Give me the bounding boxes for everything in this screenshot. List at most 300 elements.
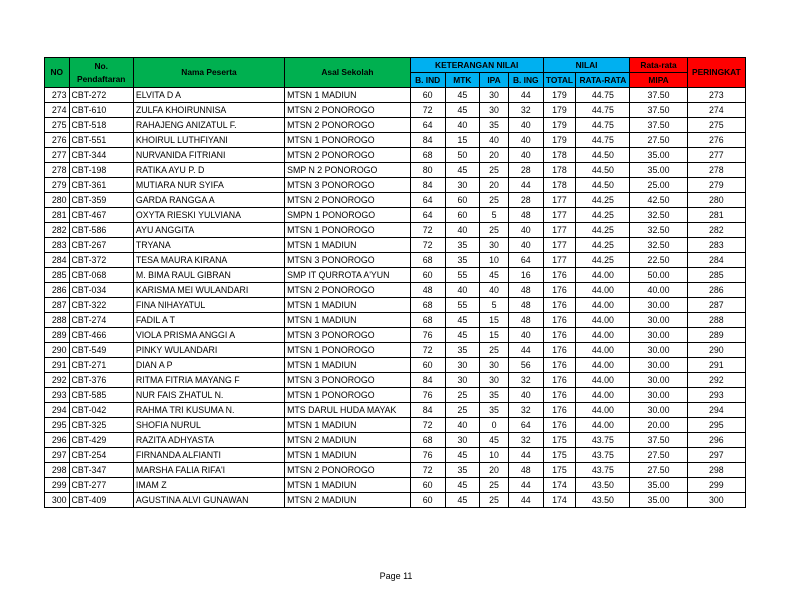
- cell-nama-peserta: GARDA RANGGA A: [133, 193, 284, 208]
- cell-peringkat: 287: [687, 298, 745, 313]
- cell-nama-peserta: TRYANA: [133, 238, 284, 253]
- cell-no: 289: [45, 328, 70, 343]
- cell-mtk: 15: [445, 133, 480, 148]
- cell-ipa: 25: [480, 163, 509, 178]
- table-row: [45, 103, 746, 118]
- cell-ipa: 20: [480, 148, 509, 163]
- cell-peringkat: 292: [687, 373, 745, 388]
- cell-b-ind: 68: [410, 313, 445, 328]
- cell-rata-rata-mipa: 37.50: [630, 433, 687, 448]
- cell-no-pendaftaran: CBT-551: [69, 133, 133, 148]
- cell-b-ing: 44: [508, 88, 543, 103]
- cell-asal-sekolah: SMP N 2 PONOROGO: [285, 163, 411, 178]
- cell-nama-peserta: ZULFA KHOIRUNNISA: [133, 103, 284, 118]
- cell-no: 282: [45, 223, 70, 238]
- cell-mtk: 40: [445, 283, 480, 298]
- cell-rata-rata: 43.75: [576, 463, 630, 478]
- cell-peringkat: 284: [687, 253, 745, 268]
- cell-total: 178: [543, 163, 576, 178]
- cell-no: 275: [45, 118, 70, 133]
- cell-rata-rata: 44.25: [576, 223, 630, 238]
- cell-ipa: 30: [480, 358, 509, 373]
- cell-b-ing: 32: [508, 103, 543, 118]
- table-row: [45, 493, 746, 508]
- cell-rata-rata: 44.50: [576, 148, 630, 163]
- table-row: [45, 238, 746, 253]
- cell-asal-sekolah: MTSN 2 PONOROGO: [285, 283, 411, 298]
- cell-no-pendaftaran: CBT-549: [69, 343, 133, 358]
- cell-asal-sekolah: MTSN 3 PONOROGO: [285, 373, 411, 388]
- cell-b-ing: 32: [508, 433, 543, 448]
- cell-b-ind: 72: [410, 418, 445, 433]
- cell-mtk: 40: [445, 418, 480, 433]
- cell-total: 176: [543, 298, 576, 313]
- cell-no-pendaftaran: CBT-277: [69, 478, 133, 493]
- cell-mtk: 35: [445, 463, 480, 478]
- cell-nama-peserta: MUTIARA NUR SYIFA: [133, 178, 284, 193]
- cell-total: 176: [543, 373, 576, 388]
- cell-rata-rata: 44.00: [576, 268, 630, 283]
- cell-no-pendaftaran: CBT-322: [69, 298, 133, 313]
- cell-no-pendaftaran: CBT-254: [69, 448, 133, 463]
- cell-no: 293: [45, 388, 70, 403]
- cell-no-pendaftaran: CBT-271: [69, 358, 133, 373]
- cell-ipa: 30: [480, 238, 509, 253]
- cell-no-pendaftaran: CBT-361: [69, 178, 133, 193]
- cell-no-pendaftaran: CBT-359: [69, 193, 133, 208]
- cell-mtk: 25: [445, 403, 480, 418]
- cell-rata-rata-mipa: 50.00: [630, 268, 687, 283]
- cell-peringkat: 298: [687, 463, 745, 478]
- table-row: [45, 298, 746, 313]
- cell-ipa: 30: [480, 88, 509, 103]
- cell-no: 281: [45, 208, 70, 223]
- cell-peringkat: 300: [687, 493, 745, 508]
- cell-no-pendaftaran: CBT-325: [69, 418, 133, 433]
- cell-total: 179: [543, 103, 576, 118]
- cell-mtk: 45: [445, 493, 480, 508]
- cell-b-ing: 28: [508, 193, 543, 208]
- cell-b-ing: 40: [508, 118, 543, 133]
- cell-peringkat: 286: [687, 283, 745, 298]
- cell-asal-sekolah: MTS DARUL HUDA MAYAK: [285, 403, 411, 418]
- header-nama-peserta: Nama Peserta: [133, 58, 284, 88]
- cell-ipa: 10: [480, 253, 509, 268]
- cell-no: 283: [45, 238, 70, 253]
- cell-rata-rata: 44.75: [576, 118, 630, 133]
- cell-rata-rata: 43.75: [576, 433, 630, 448]
- cell-total: 174: [543, 478, 576, 493]
- table-row: [45, 133, 746, 148]
- cell-asal-sekolah: MTSN 1 MADIUN: [285, 298, 411, 313]
- cell-asal-sekolah: MTSN 2 PONOROGO: [285, 193, 411, 208]
- cell-no-pendaftaran: CBT-376: [69, 373, 133, 388]
- cell-peringkat: 274: [687, 103, 745, 118]
- table-row: [45, 253, 746, 268]
- cell-b-ing: 16: [508, 268, 543, 283]
- cell-asal-sekolah: MTSN 3 PONOROGO: [285, 328, 411, 343]
- cell-b-ing: 64: [508, 253, 543, 268]
- cell-rata-rata: 44.00: [576, 418, 630, 433]
- cell-mtk: 50: [445, 148, 480, 163]
- cell-rata-rata: 44.00: [576, 403, 630, 418]
- cell-nama-peserta: KHOIRUL LUTHFIYANI: [133, 133, 284, 148]
- header-total: TOTAL: [543, 73, 576, 88]
- cell-b-ing: 64: [508, 418, 543, 433]
- cell-total: 176: [543, 283, 576, 298]
- header-rata-rata-mipa-top: Rata-rata: [630, 58, 687, 73]
- cell-no-pendaftaran: CBT-585: [69, 388, 133, 403]
- cell-no-pendaftaran: CBT-344: [69, 148, 133, 163]
- cell-b-ing: 32: [508, 373, 543, 388]
- cell-ipa: 5: [480, 298, 509, 313]
- cell-nama-peserta: RAZITA ADHYASTA: [133, 433, 284, 448]
- cell-rata-rata-mipa: 27.50: [630, 448, 687, 463]
- cell-total: 176: [543, 388, 576, 403]
- cell-asal-sekolah: SMP IT QURROTA A'YUN: [285, 268, 411, 283]
- cell-total: 178: [543, 178, 576, 193]
- cell-asal-sekolah: MTSN 3 PONOROGO: [285, 253, 411, 268]
- header-no: NO: [45, 58, 70, 88]
- cell-peringkat: 275: [687, 118, 745, 133]
- cell-no: 276: [45, 133, 70, 148]
- cell-b-ing: 40: [508, 388, 543, 403]
- cell-nama-peserta: RATIKA AYU P. D: [133, 163, 284, 178]
- page-number: Page 11: [379, 571, 413, 581]
- cell-no-pendaftaran: CBT-409: [69, 493, 133, 508]
- cell-ipa: 20: [480, 463, 509, 478]
- cell-ipa: 30: [480, 103, 509, 118]
- table-row: [45, 448, 746, 463]
- cell-b-ind: 68: [410, 298, 445, 313]
- header-ipa: IPA: [480, 73, 509, 88]
- cell-peringkat: 280: [687, 193, 745, 208]
- cell-rata-rata-mipa: 30.00: [630, 358, 687, 373]
- cell-total: 174: [543, 493, 576, 508]
- cell-peringkat: 285: [687, 268, 745, 283]
- cell-b-ing: 44: [508, 343, 543, 358]
- cell-no: 297: [45, 448, 70, 463]
- cell-rata-rata-mipa: 30.00: [630, 403, 687, 418]
- cell-no: 294: [45, 403, 70, 418]
- cell-no: 277: [45, 148, 70, 163]
- table-row: [45, 223, 746, 238]
- table-row: [45, 88, 746, 103]
- table-row: [45, 463, 746, 478]
- cell-nama-peserta: AYU ANGGITA: [133, 223, 284, 238]
- cell-asal-sekolah: MTSN 2 PONOROGO: [285, 463, 411, 478]
- table-row: [45, 193, 746, 208]
- cell-b-ing: 48: [508, 298, 543, 313]
- cell-ipa: 40: [480, 133, 509, 148]
- cell-rata-rata-mipa: 25.00: [630, 178, 687, 193]
- cell-no-pendaftaran: CBT-042: [69, 403, 133, 418]
- cell-nama-peserta: NURVANIDA FITRIANI: [133, 148, 284, 163]
- cell-no: 300: [45, 493, 70, 508]
- header-no-pendaftaran: [69, 58, 133, 88]
- cell-total: 178: [543, 148, 576, 163]
- cell-no: 273: [45, 88, 70, 103]
- cell-asal-sekolah: MTSN 2 PONOROGO: [285, 103, 411, 118]
- cell-no: 274: [45, 103, 70, 118]
- cell-b-ing: 32: [508, 403, 543, 418]
- cell-b-ind: 84: [410, 403, 445, 418]
- cell-b-ind: 60: [410, 358, 445, 373]
- cell-rata-rata-mipa: 30.00: [630, 328, 687, 343]
- cell-peringkat: 279: [687, 178, 745, 193]
- cell-b-ind: 84: [410, 178, 445, 193]
- cell-total: 179: [543, 118, 576, 133]
- cell-no: 285: [45, 268, 70, 283]
- cell-b-ind: 68: [410, 148, 445, 163]
- ranking-table: [44, 57, 746, 508]
- cell-no-pendaftaran: CBT-466: [69, 328, 133, 343]
- cell-no-pendaftaran: CBT-586: [69, 223, 133, 238]
- cell-nama-peserta: DIAN A P: [133, 358, 284, 373]
- cell-total: 176: [543, 418, 576, 433]
- cell-nama-peserta: NUR FAIS ZHATUL N.: [133, 388, 284, 403]
- cell-ipa: 25: [480, 478, 509, 493]
- cell-total: 177: [543, 223, 576, 238]
- cell-rata-rata-mipa: 20.00: [630, 418, 687, 433]
- cell-nama-peserta: RAHAJENG ANIZATUL F.: [133, 118, 284, 133]
- cell-mtk: 45: [445, 163, 480, 178]
- cell-mtk: 35: [445, 343, 480, 358]
- header-b-ing: B. ING: [508, 73, 543, 88]
- cell-no-pendaftaran: CBT-267: [69, 238, 133, 253]
- cell-b-ing: 44: [508, 178, 543, 193]
- cell-rata-rata-mipa: 32.50: [630, 208, 687, 223]
- table-row: [45, 343, 746, 358]
- cell-no: 291: [45, 358, 70, 373]
- cell-rata-rata: 44.00: [576, 313, 630, 328]
- cell-rata-rata-mipa: 30.00: [630, 388, 687, 403]
- cell-b-ing: 28: [508, 163, 543, 178]
- cell-peringkat: 276: [687, 133, 745, 148]
- cell-no: 295: [45, 418, 70, 433]
- cell-no: 287: [45, 298, 70, 313]
- cell-rata-rata: 44.25: [576, 253, 630, 268]
- cell-peringkat: 283: [687, 238, 745, 253]
- cell-peringkat: 297: [687, 448, 745, 463]
- header-keterangan-nilai: KETERANGAN NILAI: [410, 58, 543, 73]
- cell-asal-sekolah: MTSN 1 PONOROGO: [285, 388, 411, 403]
- cell-total: 175: [543, 433, 576, 448]
- cell-nama-peserta: OXYTA RIESKI YULVIANA: [133, 208, 284, 223]
- cell-mtk: 45: [445, 88, 480, 103]
- cell-ipa: 45: [480, 268, 509, 283]
- cell-total: 176: [543, 313, 576, 328]
- cell-b-ing: 48: [508, 313, 543, 328]
- cell-asal-sekolah: MTSN 1 MADIUN: [285, 88, 411, 103]
- cell-b-ind: 60: [410, 493, 445, 508]
- cell-total: 176: [543, 328, 576, 343]
- header-asal-sekolah: Asal Sekolah: [285, 58, 411, 88]
- table-row: [45, 433, 746, 448]
- cell-no-pendaftaran: CBT-347: [69, 463, 133, 478]
- cell-ipa: 45: [480, 433, 509, 448]
- cell-asal-sekolah: MTSN 1 MADIUN: [285, 313, 411, 328]
- cell-b-ing: 48: [508, 283, 543, 298]
- cell-b-ing: 44: [508, 493, 543, 508]
- cell-no: 290: [45, 343, 70, 358]
- cell-asal-sekolah: MTSN 2 MADIUN: [285, 493, 411, 508]
- cell-asal-sekolah: MTSN 1 MADIUN: [285, 358, 411, 373]
- cell-peringkat: 277: [687, 148, 745, 163]
- cell-total: 175: [543, 463, 576, 478]
- cell-no-pendaftaran: CBT-274: [69, 313, 133, 328]
- cell-b-ind: 64: [410, 118, 445, 133]
- cell-nama-peserta: RITMA FITRIA MAYANG F: [133, 373, 284, 388]
- cell-no-pendaftaran: CBT-610: [69, 103, 133, 118]
- cell-b-ind: 72: [410, 223, 445, 238]
- cell-rata-rata: 44.50: [576, 178, 630, 193]
- cell-total: 176: [543, 403, 576, 418]
- cell-ipa: 35: [480, 388, 509, 403]
- cell-mtk: 45: [445, 313, 480, 328]
- cell-no: 296: [45, 433, 70, 448]
- cell-rata-rata-mipa: 30.00: [630, 373, 687, 388]
- cell-rata-rata: 44.75: [576, 133, 630, 148]
- cell-total: 177: [543, 193, 576, 208]
- table-body: [45, 88, 746, 508]
- cell-no: 292: [45, 373, 70, 388]
- cell-rata-rata-mipa: 27.50: [630, 133, 687, 148]
- cell-no: 278: [45, 163, 70, 178]
- cell-mtk: 30: [445, 178, 480, 193]
- cell-no: 288: [45, 313, 70, 328]
- cell-no-pendaftaran: CBT-272: [69, 88, 133, 103]
- cell-no-pendaftaran: CBT-372: [69, 253, 133, 268]
- cell-ipa: 40: [480, 283, 509, 298]
- table-row: [45, 388, 746, 403]
- cell-nama-peserta: FADIL A T: [133, 313, 284, 328]
- cell-b-ind: 64: [410, 193, 445, 208]
- cell-total: 176: [543, 358, 576, 373]
- cell-nama-peserta: AGUSTINA ALVI GUNAWAN: [133, 493, 284, 508]
- cell-no: 299: [45, 478, 70, 493]
- table-row: [45, 418, 746, 433]
- table-row: [45, 358, 746, 373]
- cell-b-ing: 56: [508, 358, 543, 373]
- table-row: [45, 403, 746, 418]
- cell-asal-sekolah: MTSN 1 MADIUN: [285, 418, 411, 433]
- cell-rata-rata: 44.00: [576, 328, 630, 343]
- cell-b-ing: 40: [508, 133, 543, 148]
- cell-nama-peserta: KARISMA MEI WULANDARI: [133, 283, 284, 298]
- table-row: [45, 328, 746, 343]
- cell-ipa: 0: [480, 418, 509, 433]
- cell-peringkat: 282: [687, 223, 745, 238]
- cell-rata-rata-mipa: 37.50: [630, 118, 687, 133]
- cell-nama-peserta: IMAM Z: [133, 478, 284, 493]
- cell-b-ind: 72: [410, 103, 445, 118]
- cell-mtk: 45: [445, 328, 480, 343]
- cell-rata-rata: 44.00: [576, 388, 630, 403]
- header-no-pendaftaran-line1: No.: [94, 60, 108, 71]
- cell-b-ind: 84: [410, 373, 445, 388]
- cell-no: 284: [45, 253, 70, 268]
- cell-total: 175: [543, 448, 576, 463]
- cell-rata-rata: 44.25: [576, 238, 630, 253]
- cell-nama-peserta: MARSHA FALIA RIFA'I: [133, 463, 284, 478]
- cell-mtk: 60: [445, 208, 480, 223]
- cell-rata-rata: 44.75: [576, 103, 630, 118]
- cell-rata-rata-mipa: 30.00: [630, 313, 687, 328]
- cell-nama-peserta: FIRNANDA ALFIANTI: [133, 448, 284, 463]
- cell-ipa: 25: [480, 343, 509, 358]
- cell-no-pendaftaran: CBT-467: [69, 208, 133, 223]
- cell-peringkat: 293: [687, 388, 745, 403]
- cell-nama-peserta: SHOFIA NURUL: [133, 418, 284, 433]
- cell-ipa: 35: [480, 118, 509, 133]
- cell-peringkat: 299: [687, 478, 745, 493]
- cell-asal-sekolah: MTSN 1 PONOROGO: [285, 133, 411, 148]
- cell-total: 177: [543, 238, 576, 253]
- cell-rata-rata: 43.50: [576, 493, 630, 508]
- cell-peringkat: 281: [687, 208, 745, 223]
- cell-asal-sekolah: MTSN 1 PONOROGO: [285, 223, 411, 238]
- cell-rata-rata-mipa: 37.50: [630, 88, 687, 103]
- cell-b-ing: 40: [508, 148, 543, 163]
- cell-ipa: 30: [480, 373, 509, 388]
- cell-rata-rata-mipa: 22.50: [630, 253, 687, 268]
- cell-nama-peserta: PINKY WULANDARI: [133, 343, 284, 358]
- cell-b-ind: 76: [410, 448, 445, 463]
- header-no-pendaftaran-line2: Pendaftaran: [76, 73, 126, 84]
- cell-asal-sekolah: MTSN 1 MADIUN: [285, 478, 411, 493]
- cell-rata-rata: 43.50: [576, 478, 630, 493]
- table-row: [45, 373, 746, 388]
- cell-mtk: 35: [445, 253, 480, 268]
- cell-asal-sekolah: MTSN 1 MADIUN: [285, 448, 411, 463]
- cell-peringkat: 289: [687, 328, 745, 343]
- cell-b-ind: 48: [410, 283, 445, 298]
- cell-mtk: 30: [445, 433, 480, 448]
- cell-no: 298: [45, 463, 70, 478]
- cell-rata-rata-mipa: 30.00: [630, 298, 687, 313]
- cell-rata-rata-mipa: 32.50: [630, 238, 687, 253]
- cell-ipa: 25: [480, 223, 509, 238]
- table-row: [45, 163, 746, 178]
- table-row: [45, 283, 746, 298]
- cell-ipa: 15: [480, 328, 509, 343]
- cell-asal-sekolah: MTSN 3 PONOROGO: [285, 178, 411, 193]
- cell-rata-rata: 44.00: [576, 373, 630, 388]
- cell-rata-rata-mipa: 27.50: [630, 463, 687, 478]
- cell-peringkat: 273: [687, 88, 745, 103]
- cell-no-pendaftaran: CBT-034: [69, 283, 133, 298]
- cell-b-ind: 68: [410, 433, 445, 448]
- cell-rata-rata: 44.00: [576, 343, 630, 358]
- cell-mtk: 40: [445, 118, 480, 133]
- cell-rata-rata-mipa: 37.50: [630, 103, 687, 118]
- cell-peringkat: 278: [687, 163, 745, 178]
- cell-ipa: 15: [480, 313, 509, 328]
- cell-b-ing: 40: [508, 328, 543, 343]
- cell-b-ind: 60: [410, 88, 445, 103]
- cell-total: 179: [543, 88, 576, 103]
- cell-rata-rata-mipa: 42.50: [630, 193, 687, 208]
- cell-rata-rata: 44.00: [576, 283, 630, 298]
- cell-peringkat: 291: [687, 358, 745, 373]
- cell-b-ind: 72: [410, 238, 445, 253]
- cell-nama-peserta: VIOLA PRISMA ANGGI A: [133, 328, 284, 343]
- cell-b-ind: 80: [410, 163, 445, 178]
- cell-b-ind: 76: [410, 388, 445, 403]
- cell-b-ind: 60: [410, 268, 445, 283]
- cell-rata-rata-mipa: 40.00: [630, 283, 687, 298]
